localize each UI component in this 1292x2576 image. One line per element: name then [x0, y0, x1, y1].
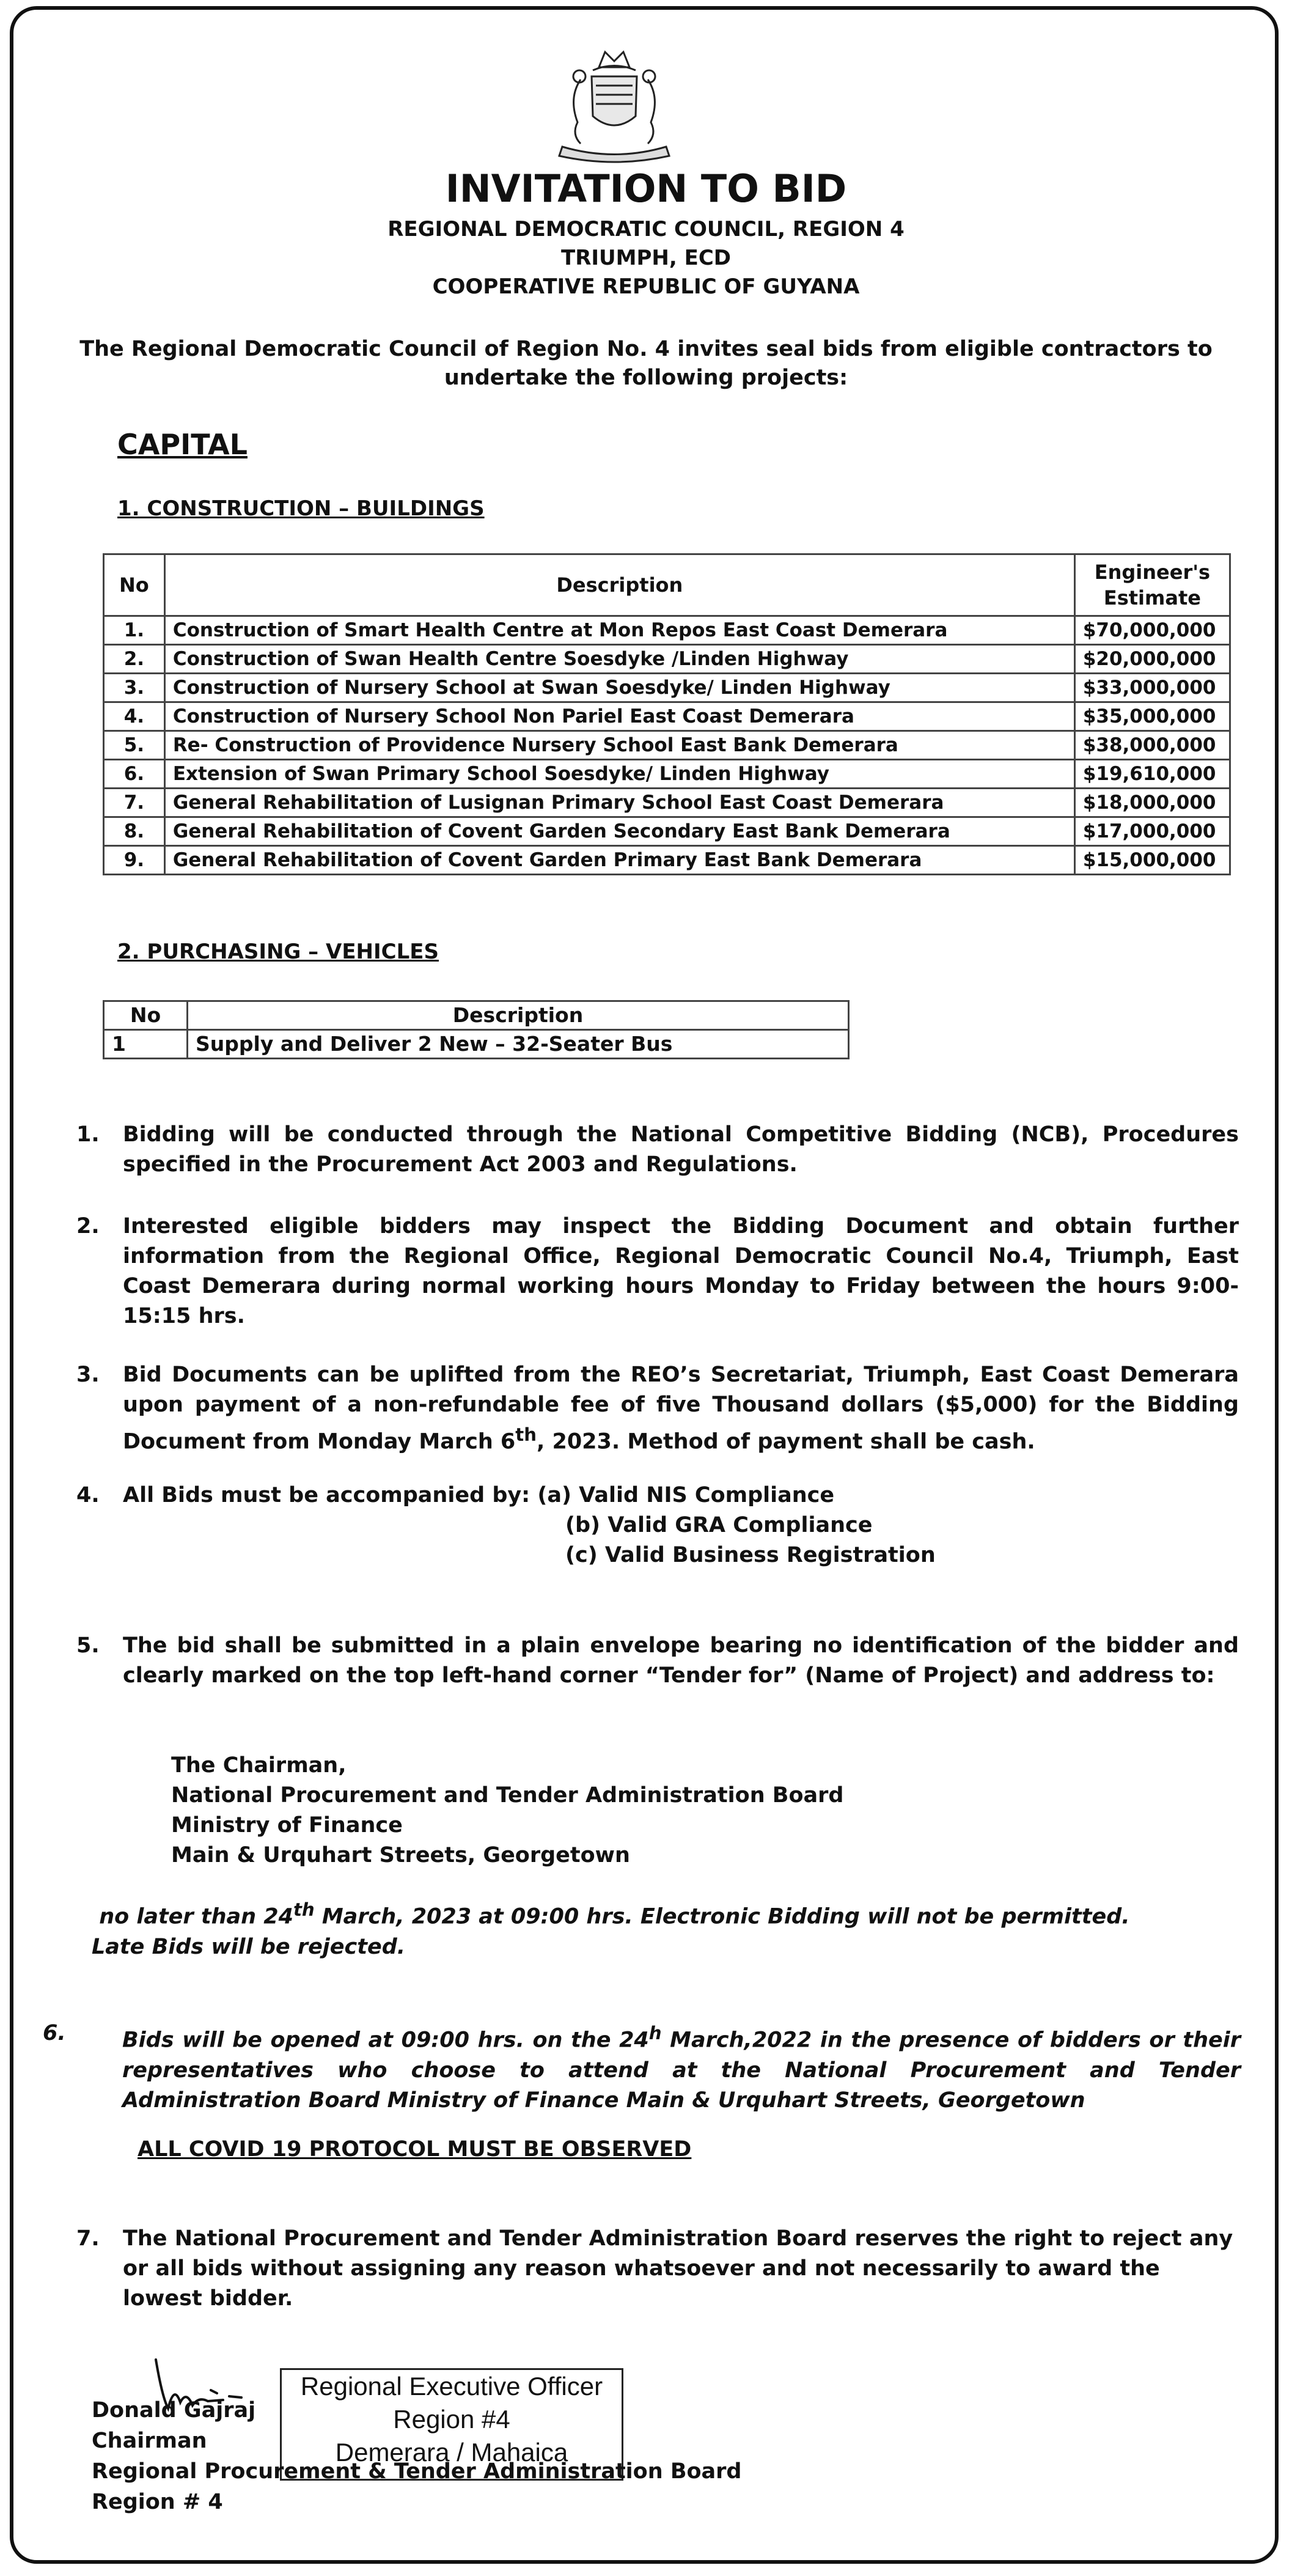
requirement-gra: (b) Valid GRA Compliance [565, 1513, 873, 1537]
signatory-board: Regional Procurement & Tender Administration Board [92, 2459, 742, 2484]
clause-1 [64, 1120, 1239, 1180]
row-description: Construction of Swan Health Centre Soesdyke /Linden Highway [164, 645, 1074, 674]
table-row [104, 645, 1230, 674]
row-description: Supply and Deliver 2 New – 32-Seater Bus [188, 1030, 849, 1059]
row-description: General Rehabilitation of Lusignan Primary School East Coast Demerara [164, 789, 1074, 817]
signatory-block [92, 2395, 741, 2517]
clause-text: Bidding will be conducted through the National Competitive Bidding (NCB), Procedures specified in the Procurement Act 2003 and Regulations. [123, 1122, 1239, 1177]
table-row [104, 616, 1230, 645]
official-stamp: Regional Executive Officer Region #4 Demerara / Mahaica [280, 2368, 623, 2481]
row-description: General Rehabilitation of Covent Garden Primary East Bank Demerara [164, 846, 1074, 875]
row-estimate: $17,000,000 [1074, 817, 1230, 846]
row-estimate: $70,000,000 [1074, 616, 1230, 645]
table-row [104, 789, 1230, 817]
coat-of-arms-icon [544, 43, 685, 168]
table-row [104, 846, 1230, 875]
clause-number: 2. [76, 1214, 100, 1238]
row-estimate: $38,000,000 [1074, 731, 1230, 760]
clause-text: Interested eligible bidders may inspect the Bidding Document and obtain further information from the Regional Office, Regional Democratic Council No.4, Triumph, East Coast Demerara during normal working hours Monday to Friday between the hours 9:00-15:15 hrs. [123, 1214, 1239, 1328]
table-row [104, 817, 1230, 846]
signatory-region: Region # 4 [92, 2490, 223, 2514]
row-description: Construction of Nursery School at Swan Soesdyke/ Linden Highway [164, 674, 1074, 702]
row-no: 9. [104, 846, 165, 875]
column-header-no: No [104, 1001, 188, 1030]
clause-7 [64, 2224, 1239, 2314]
column-header-description: Description [188, 1001, 849, 1030]
clause-number: 7. [76, 2226, 100, 2251]
clause-4 [64, 1481, 1239, 1570]
capital-heading: CAPITAL [117, 428, 248, 461]
clause-3 [64, 1360, 1239, 1457]
section-construction-heading: 1. CONSTRUCTION – BUILDINGS [117, 496, 485, 521]
row-no: 1. [104, 616, 165, 645]
address-line: Ministry of Finance [171, 1813, 403, 1838]
table-header-row [104, 1001, 849, 1030]
document-title: INVITATION TO BID [445, 166, 847, 211]
clause-text: Bids will be opened at 09:00 hrs. on the 24$^h$ March,2022 in the presence of bidders or their representatives who choose to attend at the National Procurement and Tender Administration Board Ministry of Finance Main & Urquhart Streets, Georgetown [122, 2023, 1241, 2113]
country-name: COOPERATIVE REPUBLIC OF GUYANA [432, 274, 860, 299]
table-row [104, 1030, 849, 1059]
council-location: TRIUMPH, ECD [561, 246, 731, 270]
row-estimate: $19,610,000 [1074, 760, 1230, 789]
table-header-row [104, 554, 1230, 616]
clause-2 [64, 1212, 1239, 1331]
address-line: Main & Urquhart Streets, Georgetown [171, 1843, 630, 1868]
signatory-name: Donald Gajraj [92, 2398, 256, 2423]
clause-text: Bid Documents can be uplifted from the REO’s Secretariat, Triumph, East Coast Demerara upon payment of a non-refundable fee of five Thousand dollars ($5,000) for the Bidding Document from Monday March 6th, 2023. Method of payment shall be cash. [123, 1363, 1239, 1454]
submission-deadline: no later than 24th March, 2023 at 09:00 hrs. Electronic Bidding will not be permitted. Late Bids will be rejected. [92, 1899, 1130, 1959]
section-vehicles-heading: 2. PURCHASING – VEHICLES [117, 940, 439, 964]
row-estimate: $35,000,000 [1074, 702, 1230, 731]
row-no: 3. [104, 674, 165, 702]
clause-text: All Bids must be accompanied by: (a) Valid NIS Compliance (b) Valid GRA Compliance (c) Valid Business Registration [123, 1481, 1239, 1570]
row-no: 7. [104, 789, 165, 817]
signatory-role: Chairman [92, 2429, 207, 2453]
row-estimate: $15,000,000 [1074, 846, 1230, 875]
clause-number: 5. [76, 1633, 100, 1658]
address-block [171, 1751, 1088, 1871]
address-line: The Chairman, [171, 1753, 347, 1778]
clause-text: The bid shall be submitted in a plain envelope bearing no identification of the bidder and clearly marked on the top left-hand corner “Tender for” (Name of Project) and address to: [123, 1633, 1239, 1688]
table-row [104, 702, 1230, 731]
row-estimate: $18,000,000 [1074, 789, 1230, 817]
row-no: 6. [104, 760, 165, 789]
address-line: National Procurement and Tender Administration Board [171, 1783, 844, 1808]
row-description: Extension of Swan Primary School Soesdyke/ Linden Highway [164, 760, 1074, 789]
clause-5 [64, 1631, 1239, 1691]
row-estimate: $20,000,000 [1074, 645, 1230, 674]
column-header-description: Description [164, 554, 1074, 616]
row-no: 2. [104, 645, 165, 674]
requirement-nis: (a) Valid NIS Compliance [537, 1483, 835, 1507]
construction-table [103, 553, 1231, 875]
row-no: 1 [104, 1030, 188, 1059]
row-description: General Rehabilitation of Covent Garden Secondary East Bank Demerara [164, 817, 1074, 846]
clause-number: 6. [43, 2021, 66, 2045]
row-no: 4. [104, 702, 165, 731]
row-estimate: $33,000,000 [1074, 674, 1230, 702]
clause-6 [43, 2018, 1241, 2116]
column-header-estimate: Engineer's Estimate [1074, 554, 1230, 616]
row-description: Construction of Smart Health Centre at Mon Repos East Coast Demerara [164, 616, 1074, 645]
clause-text: The National Procurement and Tender Administration Board reserves the right to reject any or all bids without assigning any reason whatsoever and not necessarily to award the lowest bidder. [123, 2226, 1233, 2311]
row-description: Re- Construction of Providence Nursery School East Bank Demerara [164, 731, 1074, 760]
vehicles-table [103, 1000, 850, 1059]
table-row [104, 731, 1230, 760]
intro-paragraph: The Regional Democratic Council of Region No. 4 invites seal bids from eligible contractors to undertake the following projects: [79, 337, 1213, 390]
requirement-business-registration: (c) Valid Business Registration [565, 1543, 936, 1567]
clause-number: 3. [76, 1363, 100, 1387]
clause-number: 1. [76, 1122, 100, 1147]
covid-notice: ALL COVID 19 PROTOCOL MUST BE OBSERVED [138, 2137, 692, 2162]
council-name: REGIONAL DEMOCRATIC COUNCIL, REGION 4 [387, 217, 905, 241]
row-no: 8. [104, 817, 165, 846]
clause-number: 4. [76, 1483, 100, 1507]
column-header-no: No [104, 554, 165, 616]
row-no: 5. [104, 731, 165, 760]
row-description: Construction of Nursery School Non Pariel East Coast Demerara [164, 702, 1074, 731]
table-row [104, 674, 1230, 702]
table-row [104, 760, 1230, 789]
